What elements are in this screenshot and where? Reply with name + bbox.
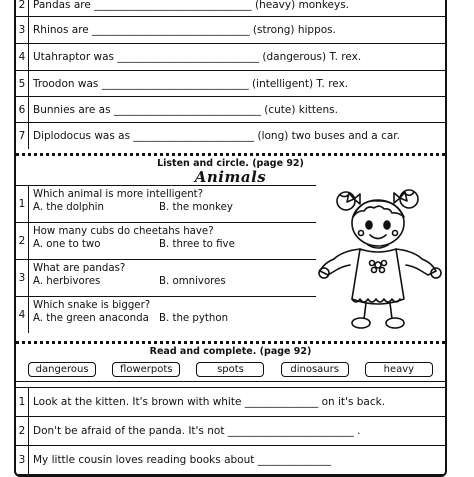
option-b[interactable]: B. the python — [159, 313, 229, 324]
comparison-section — [16, 0, 445, 149]
item-number: 3 — [16, 446, 29, 474]
item-number: 2 — [16, 0, 29, 16]
girl-illustration — [316, 185, 445, 339]
option-a[interactable]: A. herbivores — [33, 276, 101, 287]
item-text: Diplodocus was as _______________________ (long) two buses and a car. — [33, 130, 400, 142]
question-text: Which snake is bigger? — [33, 300, 151, 311]
item-number: 1 — [16, 388, 29, 416]
section-instruction: Read and complete. (page 92) — [149, 346, 312, 357]
question-number: 1 — [16, 186, 29, 222]
option-b[interactable]: B. the monkey — [159, 202, 233, 213]
word-box[interactable]: flowerpots — [112, 362, 180, 377]
option-a[interactable]: A. the green anaconda — [33, 313, 149, 324]
option-b[interactable]: B. omnivores — [159, 276, 226, 287]
word-box[interactable]: spots — [196, 362, 264, 377]
question-text: Which animal is more intelligent? — [33, 189, 204, 200]
question-number: 3 — [16, 260, 29, 296]
word-box[interactable]: dinosaurs — [281, 362, 349, 377]
item-text: Pandas are ______________________________ (heavy) monkeys. — [33, 0, 350, 11]
question-number: 2 — [16, 223, 29, 259]
item-text: Look at the kitten. It's brown with white ______________ on it's back. — [33, 396, 386, 408]
question-number: 4 — [16, 297, 29, 333]
item-text: Troodon was ____________________________ (intelligent) T. rex. — [33, 77, 349, 90]
worksheet — [14, 0, 447, 477]
option-a[interactable]: A. one to two — [33, 239, 101, 250]
cartoon-girl-icon — [316, 185, 445, 335]
list-item — [16, 44, 445, 71]
item-number: 2 — [16, 417, 29, 445]
item-number: 7 — [16, 123, 29, 149]
item-text: My little cousin loves reading books about ______________ — [33, 454, 332, 466]
question-text: How many cubs do cheetahs have? — [33, 226, 214, 237]
question-row — [16, 260, 316, 297]
list-item — [16, 97, 445, 123]
question-row — [16, 186, 316, 223]
item-text: Don't be afraid of the panda. It's not ________________________ . — [33, 425, 361, 437]
listening-section — [16, 156, 445, 339]
list-item — [16, 446, 445, 475]
completion-section — [16, 344, 445, 475]
list-item — [16, 123, 445, 149]
word-bank — [16, 357, 445, 382]
item-text: Bunnies are as ____________________________ (cute) kittens. — [33, 103, 338, 116]
item-text: Rhinos are ______________________________ (strong) hippos. — [33, 24, 336, 36]
list-item — [16, 388, 445, 417]
section-title: Animals — [194, 168, 267, 186]
question-row — [16, 223, 316, 260]
option-a[interactable]: A. the dolphin — [33, 202, 104, 213]
option-b[interactable]: B. three to five — [159, 239, 235, 250]
list-item — [16, 71, 445, 97]
item-number: 4 — [16, 44, 29, 70]
question-text: What are pandas? — [33, 263, 126, 274]
list-item — [16, 17, 445, 44]
item-number: 5 — [16, 71, 29, 96]
list-item — [16, 0, 445, 17]
list-item — [16, 417, 445, 446]
section-instruction: Listen and circle. (page 92) — [157, 158, 304, 169]
item-number: 6 — [16, 97, 29, 122]
item-number: 3 — [16, 17, 29, 43]
item-text: Utahraptor was ___________________________ (dangerous) T. rex. — [33, 51, 362, 63]
question-row — [16, 297, 316, 333]
word-box[interactable]: dangerous — [28, 362, 96, 377]
word-box[interactable]: heavy — [365, 362, 433, 377]
